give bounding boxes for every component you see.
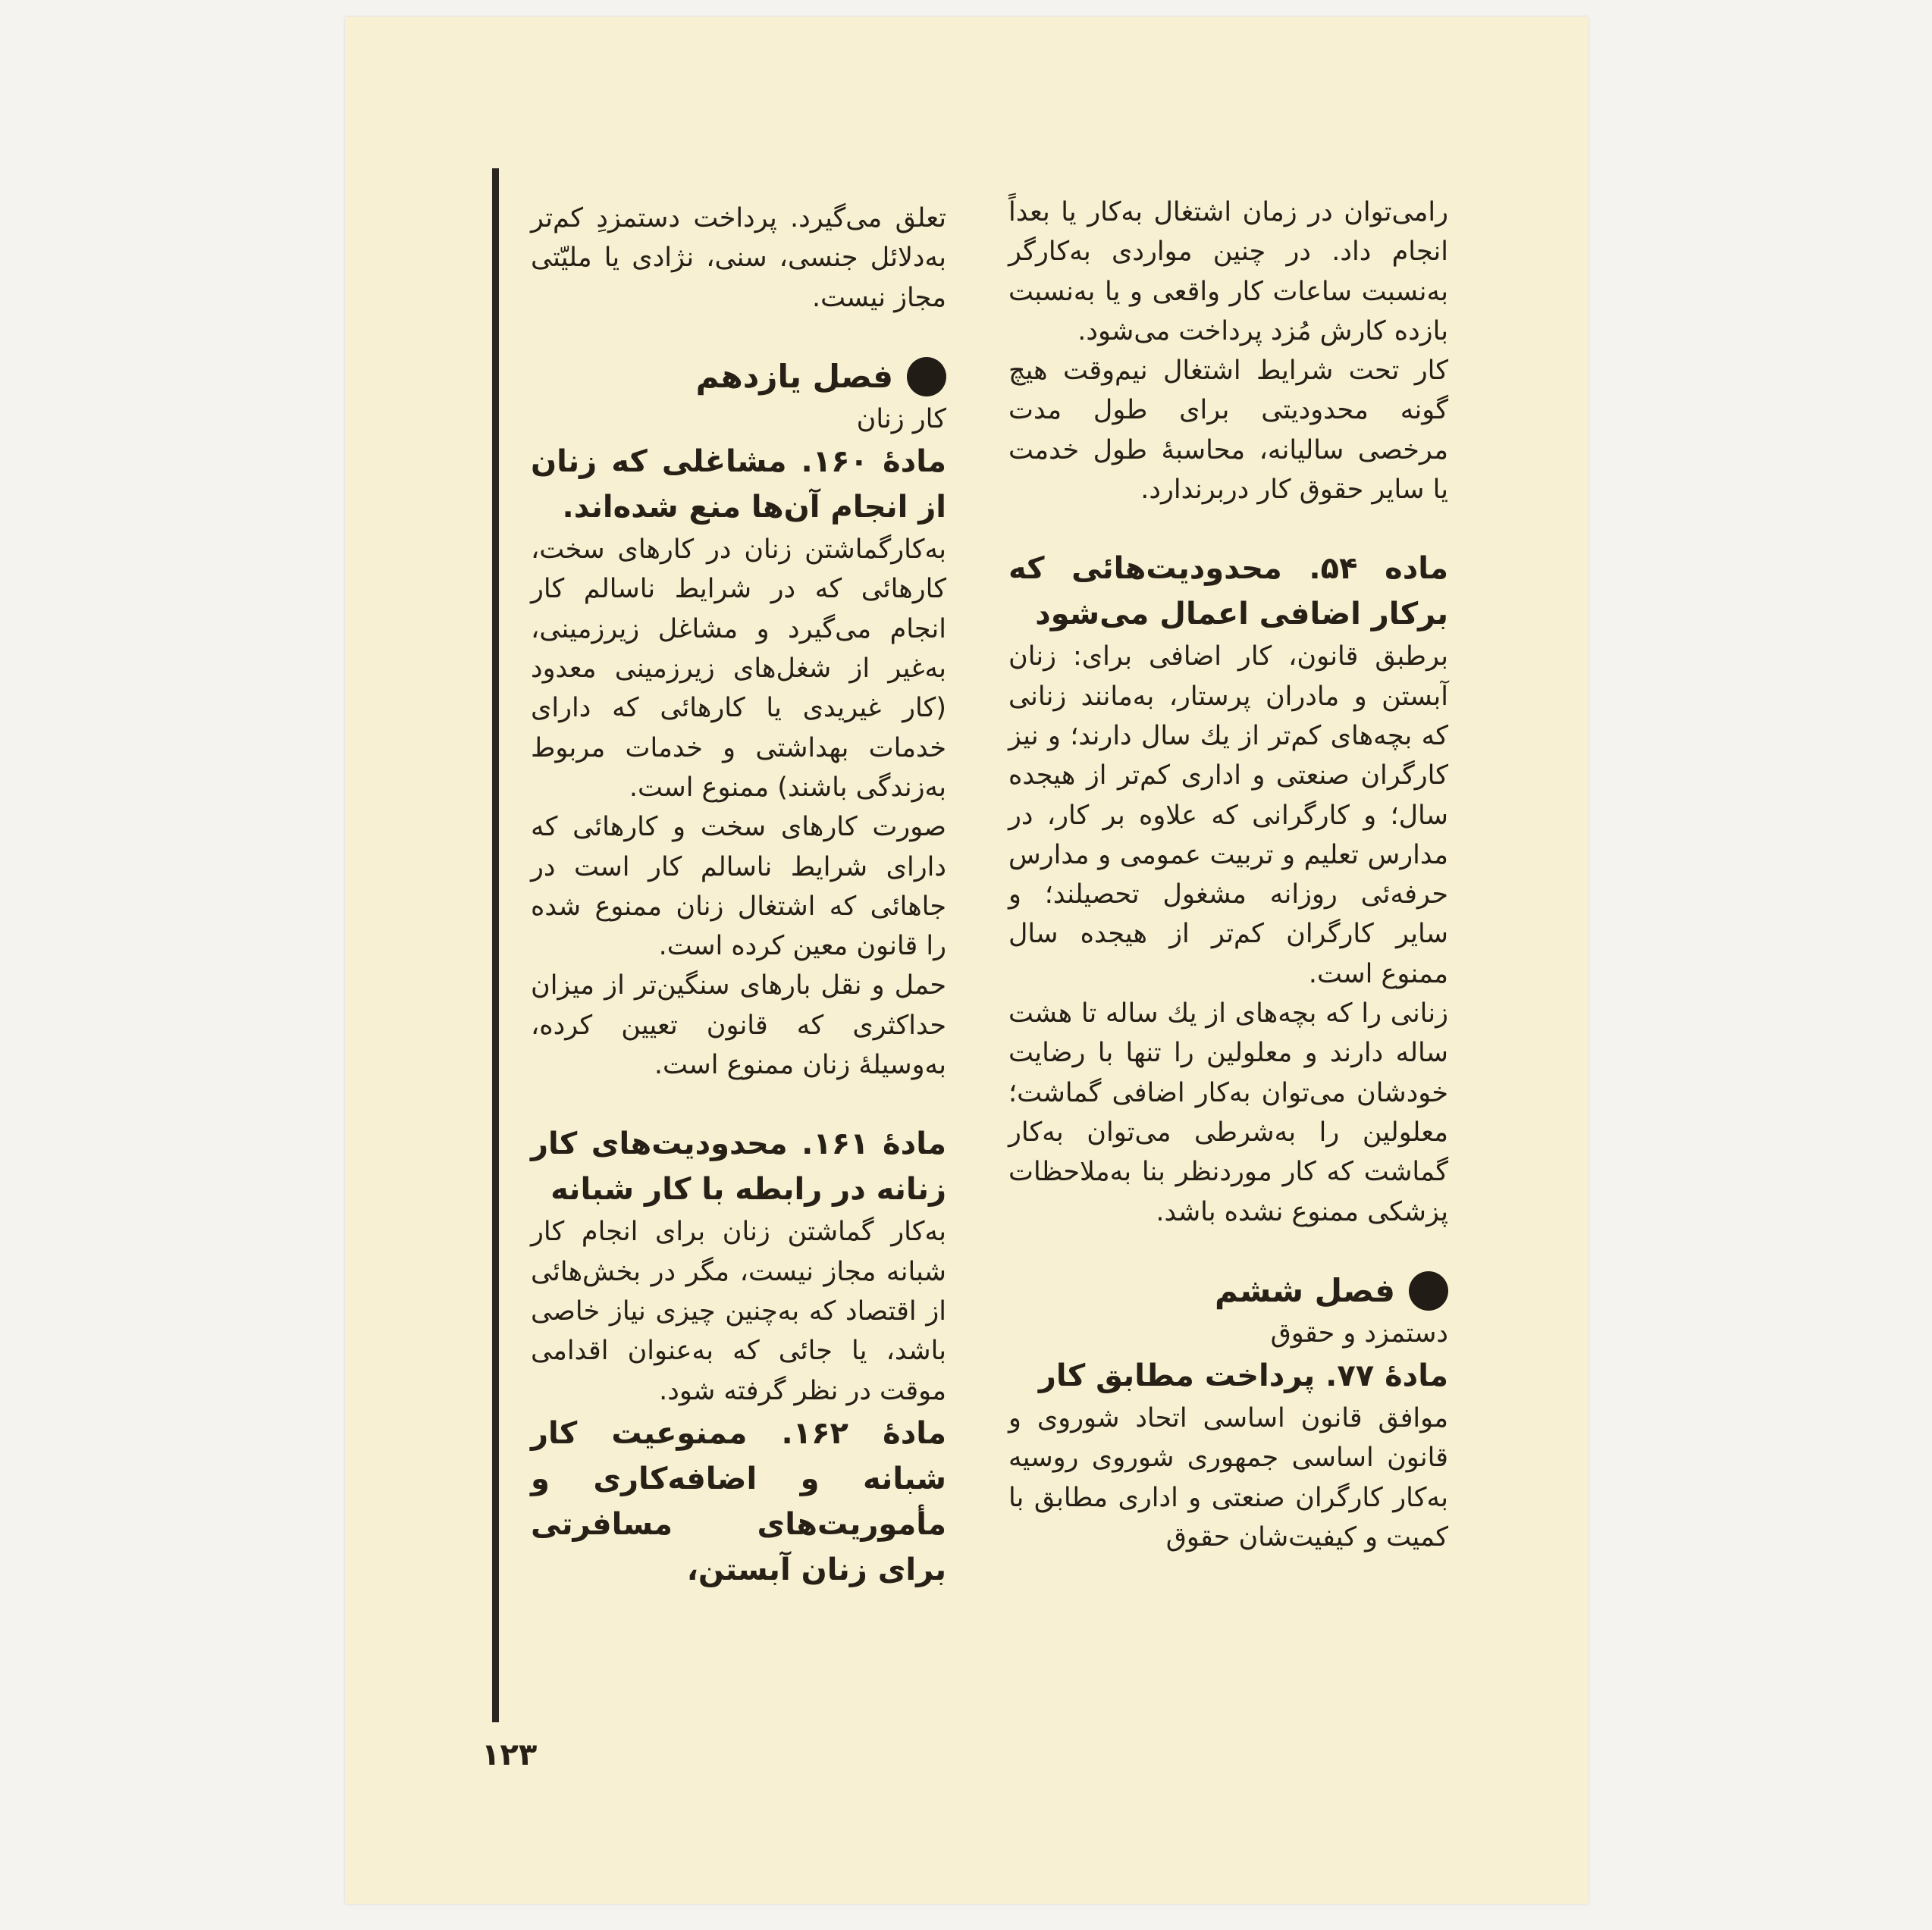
chapter-heading [1008,1268,1448,1314]
chapter-subtitle: کار زنان [856,403,946,434]
paragraph: صورت کارهای سخت و کارهائی که دارای شرایط ناسالم کار است در جاهائی که اشتغال زنان ممنوع شده را قانون معین کرده است. [531,812,946,962]
paragraph: زنانی را که بچه‌های از یك ساله تا هشت ساله دارند و معلولین را تنها با رضایت خودشان می‌توان به‌کار اضافی گماشت؛ معلولین را به‌شرطی می‌توان به‌کار گماشت که کار موردنظر بنا به‌ملاحظات پزشکی ممنوع نشده باشد. [1008,998,1448,1227]
chapter-title: فصل ششم [1215,1271,1395,1309]
paragraph: تعلق می‌گیرد. پرداخت دستمزدِ کم‌تر به‌دلائل جنسی، سنی، نژادی یا ملیّتی مجاز نیست. [531,203,946,313]
book-page [345,17,1589,1904]
paragraph: رامی‌توان در زمان اشتغال به‌کار یا بعداً انجام داد. در چنین مواردی به‌کارگر به‌نسبت ساعات کار واقعی و یا به‌نسبت بازده کارش مُزد پرداخت می‌شود. [1008,197,1448,346]
article-heading: مادهٔ ۱۶۲. ممنوعیت کار شبانه و اضافه‌کاری و مأموریت‌های مسافرتی برای زنان آبستن، [531,1415,947,1587]
page-number: ۱۲۳ [481,1737,538,1772]
paragraph: به‌کار گماشتن زنان برای انجام کار شبانه مجاز نیست، مگر در بخش‌هائی از اقتصاد که به‌چنین چیزی نیاز خاصی باشد، یا جائی که به‌عنوان اقدامی موقت در نظر گرفته شود. [531,1217,946,1406]
paragraph: حمل و نقل بارهای سنگین‌تر از میزان حداکثری که قانون تعیین کرده، به‌وسیلهٔ زنان ممنوع است. [531,970,946,1081]
right-column [1008,193,1448,1557]
chapter-title: فصل یازدهم [695,357,893,395]
paragraph: موافق قانون اساسی اتحاد شوروی و قانون اساسی جمهوری شوروی روسیه به‌کار کارگران صنعتی و اداری مطابق با کمیت و کیفیت‌شان حقوق [1008,1403,1448,1553]
chapter-subtitle: دستمزد و حقوق [1270,1317,1448,1349]
chapter-heading [531,354,946,399]
bullet-icon [1409,1271,1448,1311]
vertical-rule [492,168,499,1722]
article-heading: مادهٔ ۷۷. پرداخت مطابق کار [1038,1358,1448,1394]
bullet-icon [907,357,946,396]
article-heading: ماده ۵۴. محدودیت‌هائی که برکار اضافی اعمال می‌شود [1008,551,1449,632]
article-heading: مادهٔ ۱۶۱. محدودیت‌های کار زنانه در رابطه با کار شبانه [531,1126,946,1208]
paragraph: به‌کارگماشتن زنان در کارهای سخت، کارهائی که در شرایط ناسالم کار انجام می‌گیرد و مشاغل زیرزمینی، به‌غیر از شغل‌های زیرزمینی معدود (کار غیریدی یا کارهائی که دارای خدمات بهداشتی و خدمات مربوط به‌زندگی باشند) ممنوع است. [531,534,946,803]
paragraph: برطبق قانون، کار اضافی برای: زنان آبستن و مادران پرستار، به‌مانند زنانی که بچه‌های کم‌تر از یك سال دارند؛ و نیز کارگران صنعتی و اداری کم‌تر از هیجده سال؛ و کارگرانی که علاوه بر کار، در مدارس تعلیم و تربیت عمومی و مدارس حرفه‌ئی روزانه مشغول تحصیلند؛ و سایر کارگران کم‌تر از هیجده سال ممنوع است. [1008,641,1448,989]
article-heading: مادهٔ ۱۶۰. مشاغلی که زنان از انجام آن‌ها منع شده‌اند. [531,444,946,525]
left-column [531,199,946,1593]
paragraph: کار تحت شرایط اشتغال نیم‌وقت هیچ گونه محدودیتی برای طول مدت مرخصی سالیانه، محاسبهٔ طول خدمت یا سایر حقوق کار دربرندارد. [1008,356,1448,506]
